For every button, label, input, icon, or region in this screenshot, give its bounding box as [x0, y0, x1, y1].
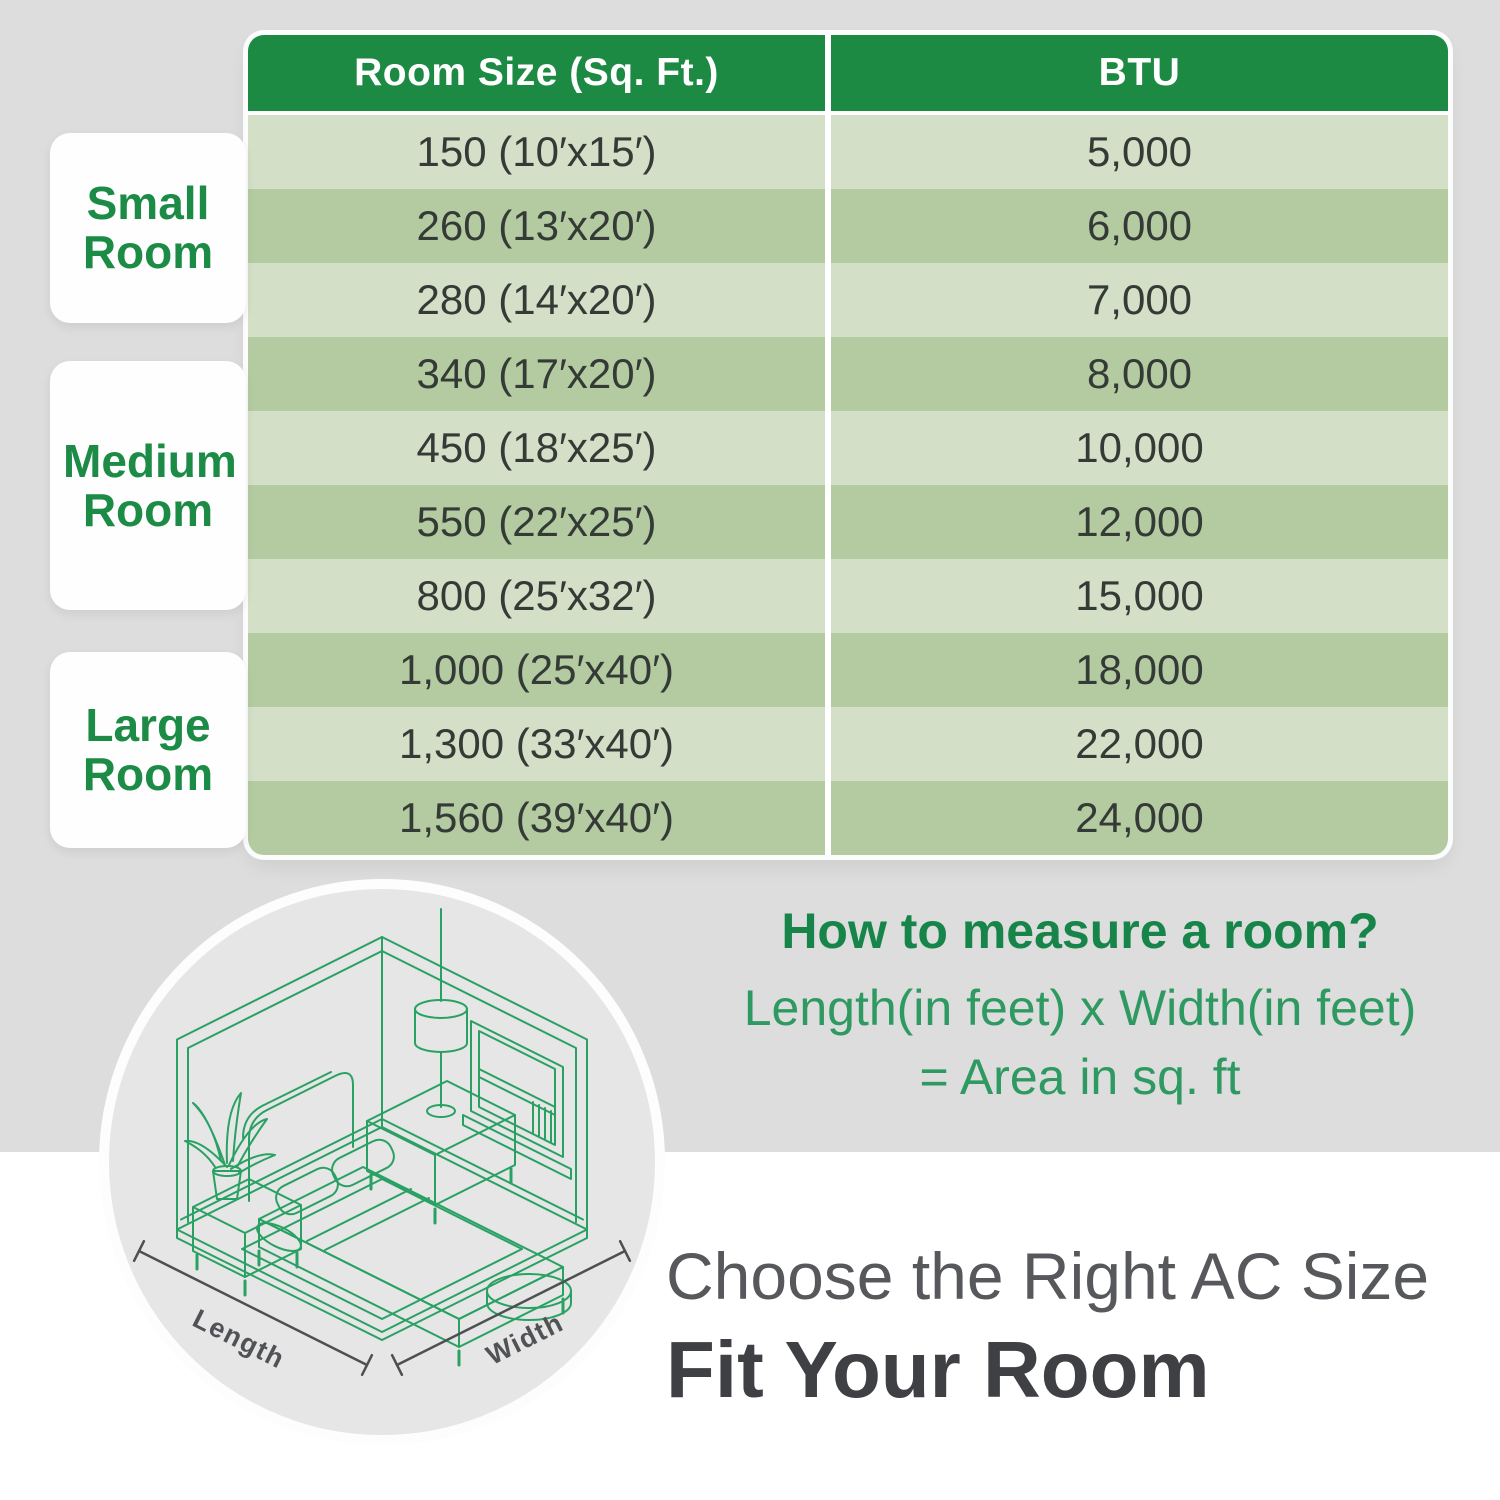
btu-cell: 22,000 [831, 707, 1448, 781]
category-label: Medium Room [63, 434, 237, 536]
lamp-icon [415, 909, 467, 1117]
btu-table-header [248, 35, 1448, 111]
room-size-cell: 800 (25′x32′) [248, 559, 825, 633]
bedroom-isometric-icon [109, 889, 655, 1435]
length-label: Length [188, 1303, 291, 1375]
room-size-cell: 450 (18′x25′) [248, 411, 825, 485]
table-row [248, 115, 1448, 189]
room-size-cell: 340 (17′x20′) [248, 337, 825, 411]
btu-cell: 15,000 [831, 559, 1448, 633]
btu-cell: 8,000 [831, 337, 1448, 411]
column-header-room-size: Room Size (Sq. Ft.) [248, 35, 825, 111]
category-card-large-room [50, 652, 246, 848]
room-size-cell: 550 (22′x25′) [248, 485, 825, 559]
btu-cell: 7,000 [831, 263, 1448, 337]
table-row [248, 781, 1448, 855]
plant-icon [185, 1093, 301, 1295]
btu-table-body [248, 115, 1448, 855]
table-row [248, 337, 1448, 411]
room-illustration-circle [99, 879, 665, 1445]
width-label: Width [481, 1307, 569, 1371]
footer-titles [666, 1238, 1496, 1416]
category-card-medium-room [50, 361, 246, 610]
table-row [248, 411, 1448, 485]
room-size-cell: 1,300 (33′x40′) [248, 707, 825, 781]
btu-cell: 10,000 [831, 411, 1448, 485]
btu-cell: 5,000 [831, 115, 1448, 189]
measure-instructions [680, 902, 1480, 1112]
table-row [248, 633, 1448, 707]
room-size-cell: 260 (13′x20′) [248, 189, 825, 263]
category-card-small-room [50, 133, 246, 323]
table-row [248, 559, 1448, 633]
table-row [248, 189, 1448, 263]
footer-subtitle: Choose the Right AC Size [666, 1239, 1430, 1313]
table-row [248, 485, 1448, 559]
room-size-cell: 1,560 (39′x40′) [248, 781, 825, 855]
btu-table [248, 35, 1448, 855]
category-label: Large Room [82, 699, 214, 800]
table-row [248, 263, 1448, 337]
btu-cell: 18,000 [831, 633, 1448, 707]
btu-cell: 24,000 [831, 781, 1448, 855]
column-header-btu: BTU [831, 35, 1448, 111]
room-size-cell: 1,000 (25′x40′) [248, 633, 825, 707]
footer-title: Fit Your Room [666, 1325, 1210, 1414]
room-size-cell: 150 (10′x15′) [248, 115, 825, 189]
btu-cell: 12,000 [831, 485, 1448, 559]
window-icon [463, 1021, 571, 1179]
btu-cell: 6,000 [831, 189, 1448, 263]
measure-formula-line1: Length(in feet) x Width(in feet) [743, 980, 1417, 1036]
measure-heading: How to measure a room? [781, 903, 1379, 959]
category-label: Small Room [82, 177, 214, 278]
room-size-cell: 280 (14′x20′) [248, 263, 825, 337]
table-row [248, 707, 1448, 781]
measure-formula-line2: = Area in sq. ft [919, 1049, 1241, 1105]
